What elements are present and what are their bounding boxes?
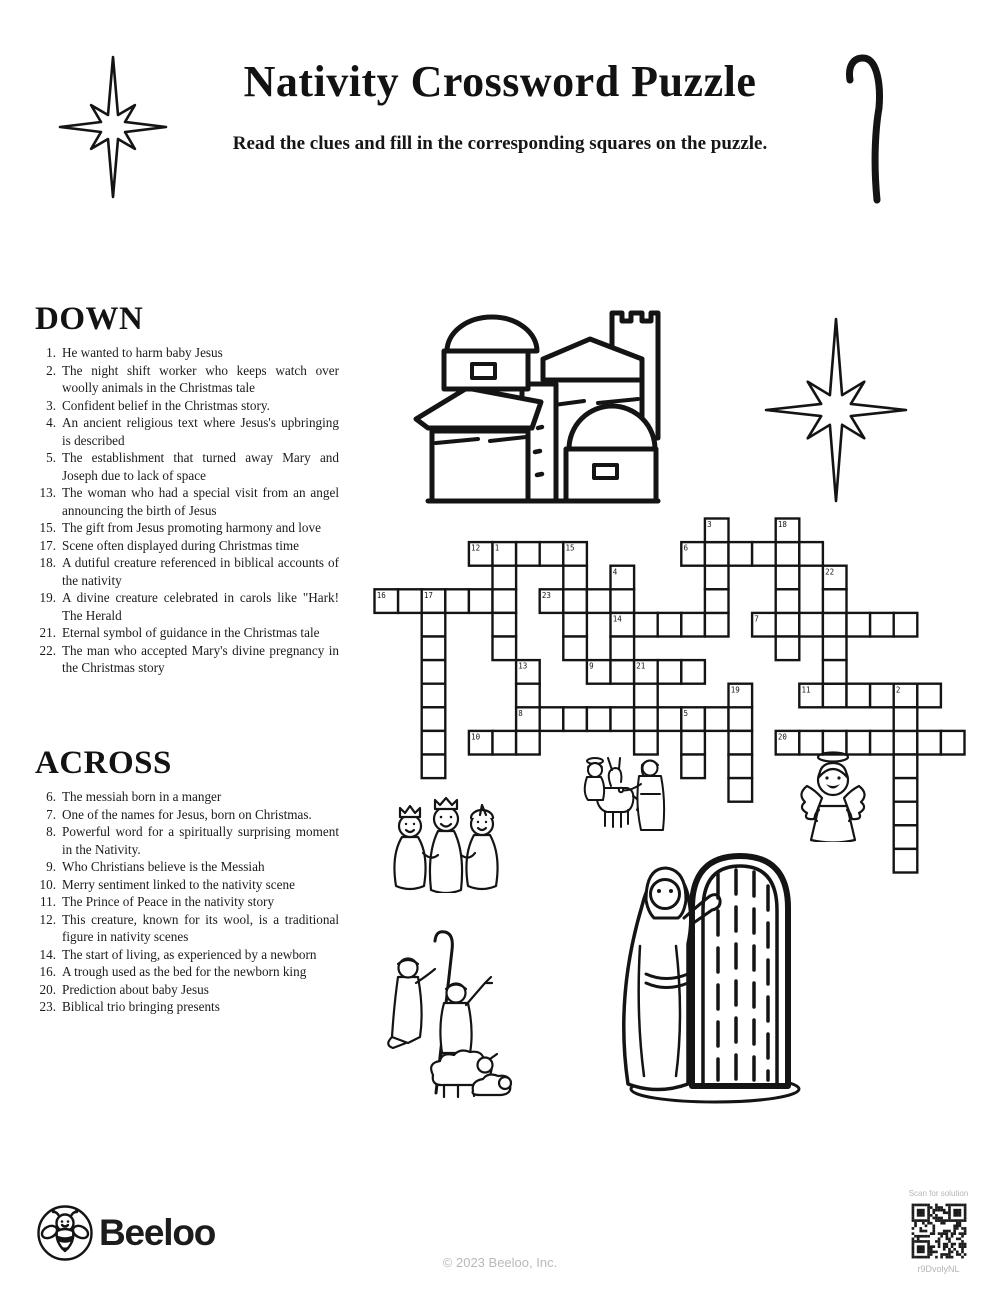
grid-cell[interactable] xyxy=(634,707,658,731)
grid-cell[interactable] xyxy=(493,637,517,661)
grid-number: 20 xyxy=(777,732,787,742)
grid-cell[interactable] xyxy=(729,707,753,731)
star-shape xyxy=(766,319,906,501)
grid-cell[interactable] xyxy=(493,589,517,613)
clue-number: 4. xyxy=(46,415,56,430)
clue-text: A dutiful creature referenced in biblical accounts of the nativity xyxy=(62,555,339,588)
clue-item xyxy=(35,484,339,519)
across-clue-list xyxy=(35,788,339,1016)
grid-cell[interactable] xyxy=(894,613,918,637)
clue-item xyxy=(35,414,339,449)
clue-number: 6. xyxy=(46,789,56,804)
grid-cell[interactable] xyxy=(823,589,847,613)
grid-cell[interactable] xyxy=(847,684,871,708)
angel xyxy=(795,750,871,842)
clue-item xyxy=(35,823,339,858)
clue-number: 17. xyxy=(39,537,56,553)
grid-number: 8 xyxy=(518,708,523,718)
grid-cell[interactable] xyxy=(422,637,446,661)
bethlehem-buildings xyxy=(410,288,702,506)
grid-cell[interactable] xyxy=(422,660,446,684)
clue-item xyxy=(35,893,339,911)
clue-text: The establishment that turned away Mary and Joseph due to lack of space xyxy=(62,450,339,483)
clue-item xyxy=(35,998,339,1016)
grid-cell[interactable] xyxy=(729,542,753,566)
clue-item xyxy=(35,963,339,981)
grid-number: 6 xyxy=(683,543,689,553)
grid-number: 11 xyxy=(801,685,811,695)
grid-cell[interactable] xyxy=(917,731,941,755)
grid-number: 22 xyxy=(825,567,835,577)
grid-cell[interactable] xyxy=(516,542,540,566)
grid-cell[interactable] xyxy=(823,684,847,708)
grid-number: 21 xyxy=(636,661,646,671)
grid-number: 5 xyxy=(683,708,689,718)
clue-item xyxy=(35,554,339,589)
grid-number: 14 xyxy=(612,614,622,624)
grid-cell[interactable] xyxy=(776,637,800,661)
grid-number: 13 xyxy=(518,661,528,671)
grid-cell[interactable] xyxy=(493,566,517,590)
grid-cell[interactable] xyxy=(563,707,587,731)
brand-logo-text: Beeloo xyxy=(99,1212,216,1253)
grid-cell[interactable] xyxy=(398,589,422,613)
grid-cell[interactable] xyxy=(422,755,446,779)
clue-text: The Prince of Peace in the nativity story xyxy=(62,894,275,909)
down-clues-section xyxy=(35,303,339,677)
grid-cell[interactable] xyxy=(823,660,847,684)
copyright-text: © 2023 Beeloo, Inc. xyxy=(442,1255,558,1270)
grid-cell[interactable] xyxy=(634,613,658,637)
grid-cell[interactable] xyxy=(681,660,705,684)
mary-at-door xyxy=(600,846,802,1106)
grid-cell[interactable] xyxy=(540,707,564,731)
grid-cell[interactable] xyxy=(563,613,587,637)
clue-text: Merry sentiment linked to the nativity scene xyxy=(62,876,295,892)
grid-cell[interactable] xyxy=(729,755,753,779)
clue-number: 9. xyxy=(46,859,56,874)
clue-text: Prediction about baby Jesus xyxy=(62,981,209,997)
grid-cell[interactable] xyxy=(634,684,658,708)
clue-number: 5. xyxy=(46,450,56,465)
clue-number: 12. xyxy=(39,911,56,927)
clue-text: One of the names for Jesus, born on Christmas. xyxy=(62,806,312,822)
holy-family-donkey xyxy=(575,752,670,837)
grid-cell[interactable] xyxy=(422,684,446,708)
clue-text: The night shift worker who keeps watch over woolly animals in the Christmas tale xyxy=(62,362,339,395)
clue-text: A divine creature celebrated in carols like "Hark! The Herald xyxy=(62,590,339,623)
grid-number: 15 xyxy=(565,543,575,553)
grid-cell[interactable] xyxy=(634,731,658,755)
grid-cell[interactable] xyxy=(917,684,941,708)
grid-cell[interactable] xyxy=(776,589,800,613)
grid-cell[interactable] xyxy=(563,637,587,661)
clue-item xyxy=(35,362,339,397)
grid-cell[interactable] xyxy=(941,731,965,755)
clue-item xyxy=(35,946,339,964)
clue-text: He wanted to harm baby Jesus xyxy=(62,345,223,360)
clue-number: 15. xyxy=(39,520,56,535)
grid-cell[interactable] xyxy=(422,707,446,731)
grid-cell[interactable] xyxy=(752,542,776,566)
grid-number: 7 xyxy=(754,614,759,624)
grid-cell[interactable] xyxy=(894,849,918,873)
clue-number: 22. xyxy=(39,642,56,658)
grid-cell[interactable] xyxy=(870,613,894,637)
clue-item xyxy=(35,397,339,415)
clue-text: A trough used as the bed for the newborn king xyxy=(62,964,307,979)
clue-text: This creature, known for its wool, is a traditional figure in nativity scenes xyxy=(62,911,339,944)
clue-number: 19. xyxy=(39,590,56,605)
grid-cell[interactable] xyxy=(729,778,753,802)
grid-cell[interactable] xyxy=(894,707,918,731)
clue-number: 7. xyxy=(46,806,56,822)
grid-cell[interactable] xyxy=(658,707,682,731)
grid-cell[interactable] xyxy=(894,825,918,849)
clue-text: Eternal symbol of guidance in the Christmas tale xyxy=(62,625,320,640)
grid-cell[interactable] xyxy=(516,684,540,708)
grid-number: 10 xyxy=(471,732,481,742)
grid-cell[interactable] xyxy=(894,755,918,779)
grid-number: 18 xyxy=(777,520,787,530)
clue-number: 16. xyxy=(39,964,56,979)
grid-cell[interactable] xyxy=(847,613,871,637)
across-clues-section xyxy=(35,747,339,1016)
clue-item xyxy=(35,519,339,537)
grid-cell[interactable] xyxy=(540,542,564,566)
grid-cell[interactable] xyxy=(776,542,800,566)
clue-number: 11. xyxy=(40,894,56,909)
grid-number: 16 xyxy=(376,590,386,600)
grid-cell[interactable] xyxy=(563,566,587,590)
page-title: Nativity Crossword Puzzle xyxy=(243,57,757,106)
grid-cell[interactable] xyxy=(611,660,635,684)
clue-item xyxy=(35,911,339,946)
grid-cell[interactable] xyxy=(894,731,918,755)
clue-item xyxy=(35,344,339,362)
clue-item xyxy=(35,537,339,555)
clue-text: Confident belief in the Christmas story. xyxy=(62,397,270,413)
clue-text: The woman who had a special visit from an angel announcing the birth of Jesus xyxy=(62,485,339,518)
clue-text: The gift from Jesus promoting harmony and love xyxy=(62,520,321,535)
grid-cell[interactable] xyxy=(705,566,729,590)
three-wise-men xyxy=(383,793,513,893)
grid-cell[interactable] xyxy=(611,637,635,661)
clue-text: The man who accepted Mary's divine pregnancy in the Christmas story xyxy=(62,642,339,675)
clue-item xyxy=(35,624,339,642)
grid-number: 3 xyxy=(707,520,712,530)
down-heading: DOWN xyxy=(35,301,144,337)
qr-caption-bottom: r9DvolyNL xyxy=(917,1264,960,1274)
grid-number: 12 xyxy=(471,543,481,553)
clue-item xyxy=(35,642,339,677)
grid-cell[interactable] xyxy=(870,684,894,708)
grid-cell[interactable] xyxy=(799,613,823,637)
grid-cell[interactable] xyxy=(516,731,540,755)
grid-cell[interactable] xyxy=(705,613,729,637)
grid-cell[interactable] xyxy=(681,731,705,755)
grid-cell[interactable] xyxy=(658,613,682,637)
clue-number: 8. xyxy=(46,824,56,839)
clue-number: 2. xyxy=(46,362,56,378)
grid-cell[interactable] xyxy=(587,589,611,613)
grid-cell[interactable] xyxy=(823,637,847,661)
clue-text: Who Christians believe is the Messiah xyxy=(62,859,265,874)
grid-number: 23 xyxy=(541,590,551,600)
grid-cell[interactable] xyxy=(563,589,587,613)
qr-code xyxy=(909,1201,969,1261)
clue-item xyxy=(35,876,339,894)
grid-cell[interactable] xyxy=(705,542,729,566)
clue-text: The messiah born in a manger xyxy=(62,789,222,804)
grid-cell[interactable] xyxy=(894,778,918,802)
grid-cell[interactable] xyxy=(894,802,918,826)
grid-cell[interactable] xyxy=(729,731,753,755)
grid-cell[interactable] xyxy=(469,589,493,613)
grid-number: 4 xyxy=(612,567,618,577)
grid-cell[interactable] xyxy=(658,660,682,684)
grid-cell[interactable] xyxy=(776,613,800,637)
clue-item xyxy=(35,589,339,624)
shepherd-crook-icon xyxy=(845,50,920,205)
clue-item xyxy=(35,858,339,876)
clue-number: 23. xyxy=(39,999,56,1014)
grid-number: 9 xyxy=(589,661,594,671)
clue-item xyxy=(35,981,339,999)
grid-cell[interactable] xyxy=(445,589,469,613)
clue-number: 3. xyxy=(46,397,56,413)
grid-cell[interactable] xyxy=(870,731,894,755)
clue-text: The start of living, as experienced by a newborn xyxy=(62,946,317,962)
grid-cell[interactable] xyxy=(823,613,847,637)
clue-text: An ancient religious text where Jesus's upbringing is described xyxy=(62,415,339,448)
grid-cell[interactable] xyxy=(681,613,705,637)
grid-number: 2 xyxy=(895,685,901,695)
grid-cell[interactable] xyxy=(705,589,729,613)
across-heading: ACROSS xyxy=(35,745,172,781)
bee-logo-icon xyxy=(36,1204,94,1262)
grid-cell[interactable] xyxy=(705,707,729,731)
clue-number: 14. xyxy=(39,946,56,962)
grid-cell[interactable] xyxy=(799,542,823,566)
shepherds-with-sheep xyxy=(378,925,513,1100)
clue-text: Biblical trio bringing presents xyxy=(62,999,220,1014)
clue-item xyxy=(35,806,339,824)
qr-caption-top: Scan for solution xyxy=(908,1189,969,1198)
grid-cell[interactable] xyxy=(493,613,517,637)
grid-number: 19 xyxy=(730,685,740,695)
grid-number: 17 xyxy=(423,590,433,600)
grid-cell[interactable] xyxy=(422,613,446,637)
grid-cell[interactable] xyxy=(681,755,705,779)
clue-number: 21. xyxy=(39,625,56,640)
grid-cell[interactable] xyxy=(611,707,635,731)
down-clue-list xyxy=(35,344,339,677)
clue-number: 13. xyxy=(39,485,56,500)
grid-cell[interactable] xyxy=(422,731,446,755)
grid-cell[interactable] xyxy=(587,707,611,731)
clue-text: Powerful word for a spiritually surprising moment in the Nativity. xyxy=(62,824,339,857)
grid-number: 1 xyxy=(494,543,500,553)
clue-item xyxy=(35,788,339,806)
clue-text: Scene often displayed during Christmas time xyxy=(62,537,299,553)
clue-number: 10. xyxy=(39,876,56,892)
page-subtitle: Read the clues and fill in the corresponding squares on the puzzle. xyxy=(232,133,768,154)
clue-number: 1. xyxy=(46,345,56,360)
star-of-bethlehem-icon xyxy=(762,315,910,505)
clue-number: 20. xyxy=(39,981,56,997)
grid-cell[interactable] xyxy=(493,731,517,755)
clue-number: 18. xyxy=(39,555,56,570)
clue-item xyxy=(35,449,339,484)
grid-cell[interactable] xyxy=(611,589,635,613)
grid-cell[interactable] xyxy=(776,566,800,590)
